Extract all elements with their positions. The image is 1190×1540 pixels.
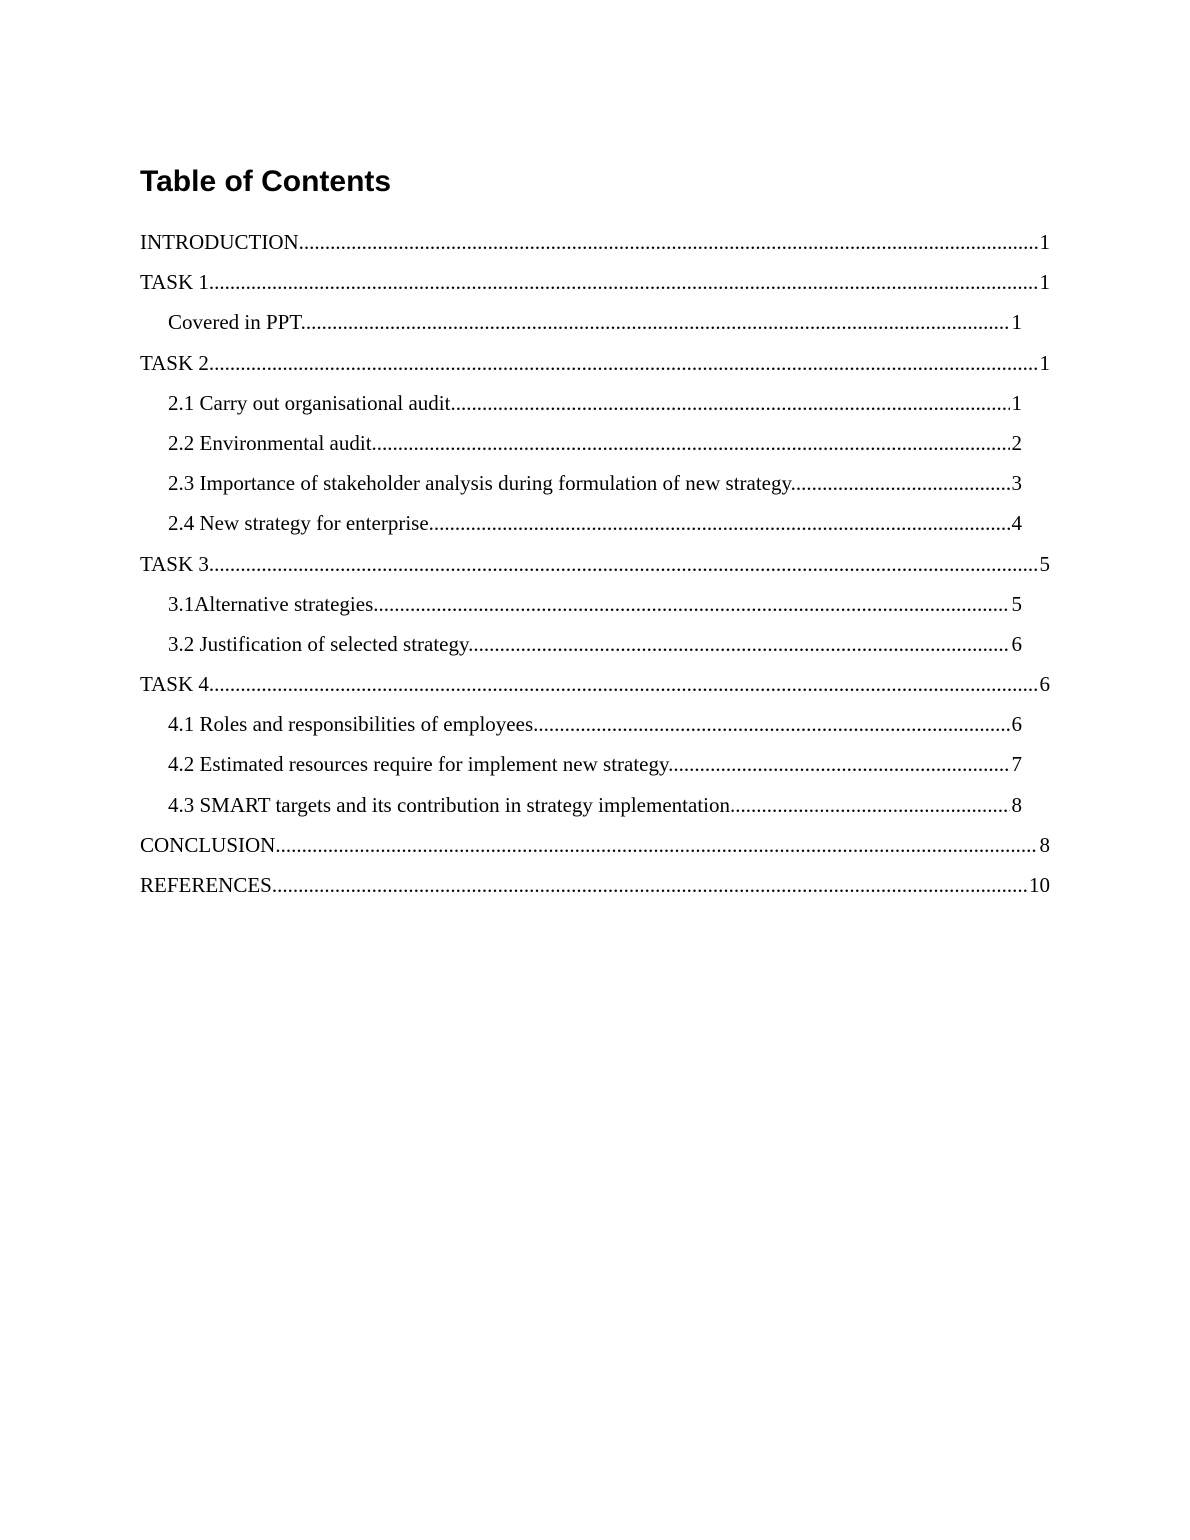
toc-entry-page-number: 3 (1010, 463, 1023, 503)
toc-entry[interactable] (168, 744, 1022, 784)
toc-entry-leader-row (140, 262, 1050, 302)
toc-entry[interactable] (168, 584, 1022, 624)
toc-entry[interactable] (140, 262, 1050, 302)
toc-entry-leader-row (168, 704, 1022, 744)
toc-entry-page-number: 7 (1010, 744, 1023, 784)
toc-entry-leader-row (140, 865, 1050, 905)
toc-entry-label: TASK 2 ..... (140, 343, 1050, 383)
toc-entry[interactable] (140, 343, 1050, 383)
toc-entry-leader-row (140, 544, 1050, 584)
toc-entry-page-number: 1 (1010, 383, 1023, 423)
toc-entry-leader-row (168, 624, 1022, 664)
toc-entry-leader-row (168, 423, 1022, 463)
toc-entry-label: 3.1Alternative strategies ..... (168, 584, 1022, 624)
toc-entry[interactable] (168, 624, 1022, 664)
toc-entry-page-number: 1 (1038, 262, 1051, 302)
toc-entry-page-number: 8 (1038, 825, 1051, 865)
toc-entry[interactable] (140, 825, 1050, 865)
toc-entry-page-number: 6 (1010, 624, 1023, 664)
toc-entry-label: 4.2 Estimated resources require for implement new strategy ..... (168, 744, 1022, 784)
toc-entry-leader-row (168, 584, 1022, 624)
toc-entry[interactable] (168, 704, 1022, 744)
toc-entry-label: 3.2 Justification of selected strategy ..... (168, 624, 1022, 664)
toc-entry-leader-row (168, 383, 1022, 423)
toc-entry-leader-row (168, 785, 1022, 825)
toc-entry[interactable] (168, 383, 1022, 423)
toc-entry-leader-row (140, 343, 1050, 383)
toc-entry-leader-row (168, 503, 1022, 543)
toc-entry-label: REFERENCES ..... (140, 865, 1050, 905)
toc-entry-leader-row (140, 222, 1050, 262)
toc-entry[interactable] (168, 302, 1022, 342)
toc-entry-leader-row (140, 825, 1050, 865)
toc-entry-label: 4.1 Roles and responsibilities of employees ..... (168, 704, 1022, 744)
toc-entry-label: 2.4 New strategy for enterprise ..... (168, 503, 1022, 543)
toc-entry[interactable] (168, 423, 1022, 463)
toc-title: Table of Contents (140, 165, 392, 198)
toc-entry-label: TASK 3 ..... (140, 544, 1050, 584)
toc-entry-label: 2.2 Environmental audit ..... (168, 423, 1022, 463)
toc-entry[interactable] (140, 664, 1050, 704)
toc-entry[interactable] (140, 865, 1050, 905)
toc-entry[interactable] (168, 785, 1022, 825)
toc-entry-leader-row (140, 664, 1050, 704)
toc-entry-label: 4.3 SMART targets and its contribution in strategy implementation ..... (168, 785, 1022, 825)
toc-entry-page-number: 1 (1010, 302, 1023, 342)
toc-entry-leader-row (168, 744, 1022, 784)
toc-entry-page-number: 10 (1027, 865, 1050, 905)
toc-entry-page-number: 5 (1010, 584, 1023, 624)
toc-entry[interactable] (140, 222, 1050, 262)
toc-entry-leader-row (168, 302, 1022, 342)
toc-entry-page-number: 4 (1010, 503, 1023, 543)
toc-entry-label: Covered in PPT ..... (168, 302, 1022, 342)
toc-entry-page-number: 8 (1010, 785, 1023, 825)
toc-entry-page-number: 6 (1010, 704, 1023, 744)
toc-list (0, 222, 1190, 905)
toc-entry[interactable] (168, 463, 1022, 503)
toc-entry-label: 2.3 Importance of stakeholder analysis during formulation of new strategy ..... (168, 463, 1022, 503)
toc-entry-label: TASK 4 ..... (140, 664, 1050, 704)
toc-entry-page-number: 1 (1038, 222, 1051, 262)
toc-entry-page-number: 6 (1038, 664, 1051, 704)
toc-entry[interactable] (140, 544, 1050, 584)
toc-entry-label: TASK 1 ..... (140, 262, 1050, 302)
toc-entry-page-number: 1 (1038, 343, 1051, 383)
toc-entry-label: CONCLUSION ..... (140, 825, 1050, 865)
toc-entry-page-number: 5 (1038, 544, 1051, 584)
toc-entry[interactable] (168, 503, 1022, 543)
toc-entry-label: 2.1 Carry out organisational audit ..... (168, 383, 1022, 423)
toc-entry-label: INTRODUCTION ..... (140, 222, 1050, 262)
toc-entry-leader-row (168, 463, 1022, 503)
toc-entry-page-number: 2 (1010, 423, 1023, 463)
